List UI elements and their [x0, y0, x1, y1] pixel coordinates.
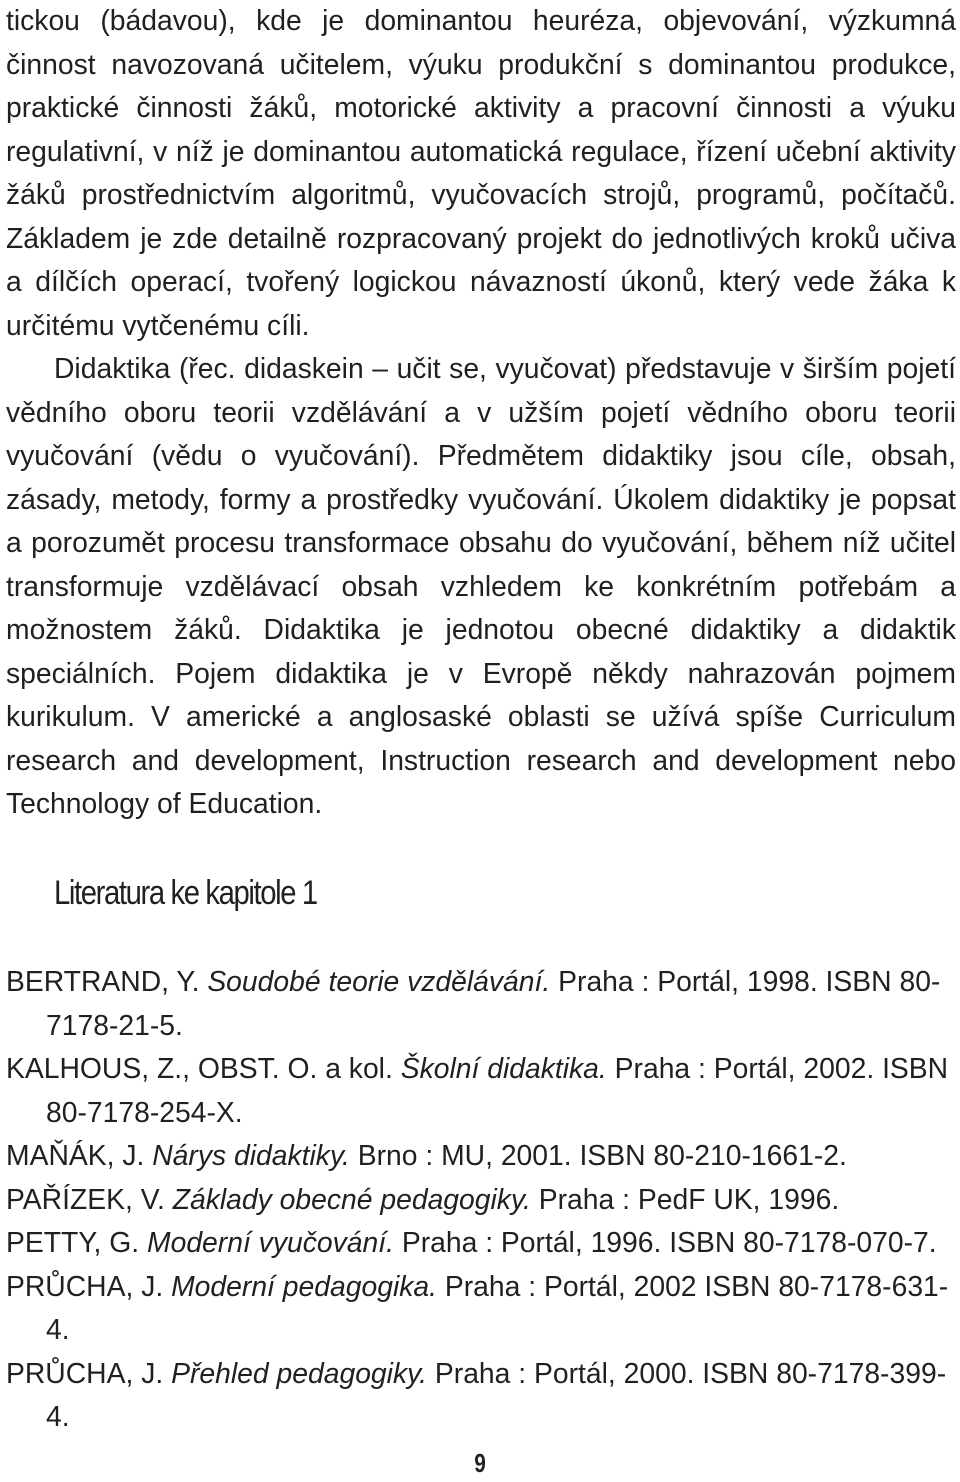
- reference-publication: Praha : PedF UK, 1996.: [538, 1182, 840, 1215]
- reference-publication: Praha : Portál, 1996. ISBN 80-7178-070-7.: [401, 1226, 937, 1258]
- reference-item: [6, 1352, 956, 1439]
- reference-title: Soudobé teorie vzdělávání.: [207, 965, 551, 997]
- reference-author: PRŮCHA, J.: [6, 1356, 164, 1389]
- page-number: 9: [474, 1448, 486, 1478]
- reference-item: [6, 960, 956, 1047]
- paragraph-didaktika: Didaktika (řec. didaskein – učit se, vyučovat) představuje v širším pojetí vědního oboru teorii vzdělávání a v užším pojetí vědního oboru teorii vyučování (vědu o vyučování). Předmětem didaktiky jsou cíle, obsah, zásady, metody, formy a prostředky vyučování. Úkolem didaktiky je popsat a porozumět procesu transformace obsahu do vyučování, během níž učitel transformuje vzdělávací obsah vzhledem ke konkrétním potřebám a možnostem žáků. Didaktika je jednotou obecné didaktiky a didaktik speciálních. Pojem didaktika je v Evropě někdy nahrazován pojmem kurikulum. V americké a anglosaské oblasti se užívá spíše Curriculum research and development, Instruction research and development nebo Technology of Education.: [6, 352, 956, 819]
- reference-title: Moderní pedagogika.: [171, 1269, 437, 1302]
- reference-author: PETTY, G.: [6, 1226, 140, 1258]
- reference-title: Moderní vyučování.: [147, 1226, 394, 1258]
- reference-author: PAŘÍZEK, V.: [6, 1182, 165, 1215]
- reference-item: [6, 1178, 956, 1222]
- reference-author: PRŮCHA, J.: [6, 1269, 164, 1302]
- page-body: [6, 0, 956, 826]
- reference-item: [6, 1047, 956, 1134]
- reference-author: MAŇÁK, J.: [6, 1139, 145, 1171]
- reference-publication: Brno : MU, 2001. ISBN 80-210-1661-2.: [357, 1139, 847, 1171]
- reference-item: [6, 1265, 956, 1352]
- reference-publication: Praha : Portál, 2002. ISBN 80-7178-254-X.: [46, 1052, 949, 1128]
- reference-title: Základy obecné pedagogiky.: [172, 1182, 531, 1215]
- reference-item: [6, 1221, 956, 1265]
- reference-item: [6, 1134, 956, 1178]
- reference-title: Školní didaktika.: [400, 1052, 607, 1084]
- reference-list: [6, 960, 956, 1439]
- reference-title: Přehled pedagogiky.: [171, 1356, 428, 1389]
- reference-title: Nárys didaktiky.: [152, 1139, 350, 1171]
- reference-author: BERTRAND, Y.: [6, 965, 200, 997]
- reference-publication: Praha : Portál, 1998. ISBN 80-7178-21-5.: [46, 965, 941, 1041]
- reference-publication: Praha : Portál, 2000. ISBN 80-7178-399-4.: [46, 1356, 947, 1432]
- section-heading-literature: Literatura ke kapitole 1: [54, 874, 317, 912]
- paragraph-continuation: tickou (bádavou), kde je dominantou heuréza, objevování, výzkumná činnost navozovaná učitelem, výuku produkční s dominantou produkce, praktické činnosti žáků, motorické aktivity a pracovní činnosti a výuku regulativní, v níž je dominantou automatická regulace, řízení učební aktivity žáků prostřednictvím algoritmů, vyučovacích strojů, programů, počítačů. Základem je zde detailně rozpracovaný projekt do jednotlivých kroků učiva a dílčích operací, tvořený logickou návazností úkonů, který vede žáka k určitému vytčenému cíli.: [6, 4, 956, 341]
- reference-publication: Praha : Portál, 2002 ISBN 80-7178-631-4.: [46, 1269, 949, 1345]
- reference-author: KALHOUS, Z., OBST. O. a kol.: [6, 1052, 393, 1084]
